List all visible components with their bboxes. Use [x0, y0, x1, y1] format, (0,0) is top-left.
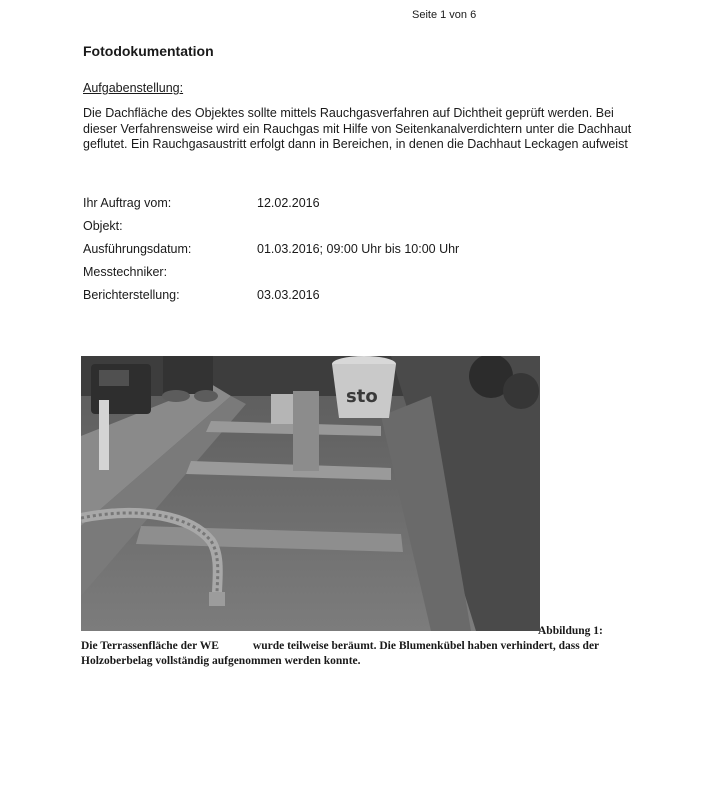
task-description: Die Dachfläche des Objektes sollte mittels Rauchgasverfahren auf Dichtheit geprüft werden. Bei dieser Verfahrensweise wird ein Rauchgas mit Hilfe von Seitenkanalverdichtern unter die Dachhaut geflutet. Ein Rauchgasaustritt erfolgt dann in Bereichen, in denen die Dachhaut Leckagen aufweist — [83, 106, 632, 151]
info-row-execution-date — [83, 242, 643, 258]
info-value: 01.03.2016; 09:00 Uhr bis 10:00 Uhr — [257, 242, 460, 256]
document-title: Fotodokumentation — [83, 43, 214, 59]
bucket-label: sto — [346, 386, 378, 407]
info-label: Objekt: — [83, 219, 123, 233]
page-indicator: Seite 1 von 6 — [412, 9, 477, 21]
caption-part-1: Die Terrassenfläche der WE — [81, 640, 219, 652]
info-label: Ausführungsdatum: — [83, 242, 192, 256]
info-label: Ihr Auftrag vom: — [83, 196, 172, 210]
figure-caption — [81, 639, 641, 668]
info-row-technician — [83, 265, 643, 281]
figure-label: Abbildung 1: — [538, 625, 603, 637]
info-row-report-date — [83, 288, 643, 304]
task-heading: Aufgabenstellung: — [83, 81, 184, 95]
terrace-photo — [81, 356, 540, 631]
info-value: 03.03.2016 — [257, 288, 320, 302]
info-label: Messtechniker: — [83, 265, 168, 279]
caption-part-2: wurde teilweise beräumt. Die Blumenkübel haben verhindert, dass der Holzoberbelag vollständig aufgenommen werden konnte. — [81, 640, 599, 667]
terrace-photo-illustration — [81, 356, 540, 631]
info-row-object — [83, 219, 643, 235]
info-label: Berichterstellung: — [83, 288, 180, 302]
info-row-order-date — [83, 196, 643, 212]
info-value: 12.02.2016 — [257, 196, 320, 210]
